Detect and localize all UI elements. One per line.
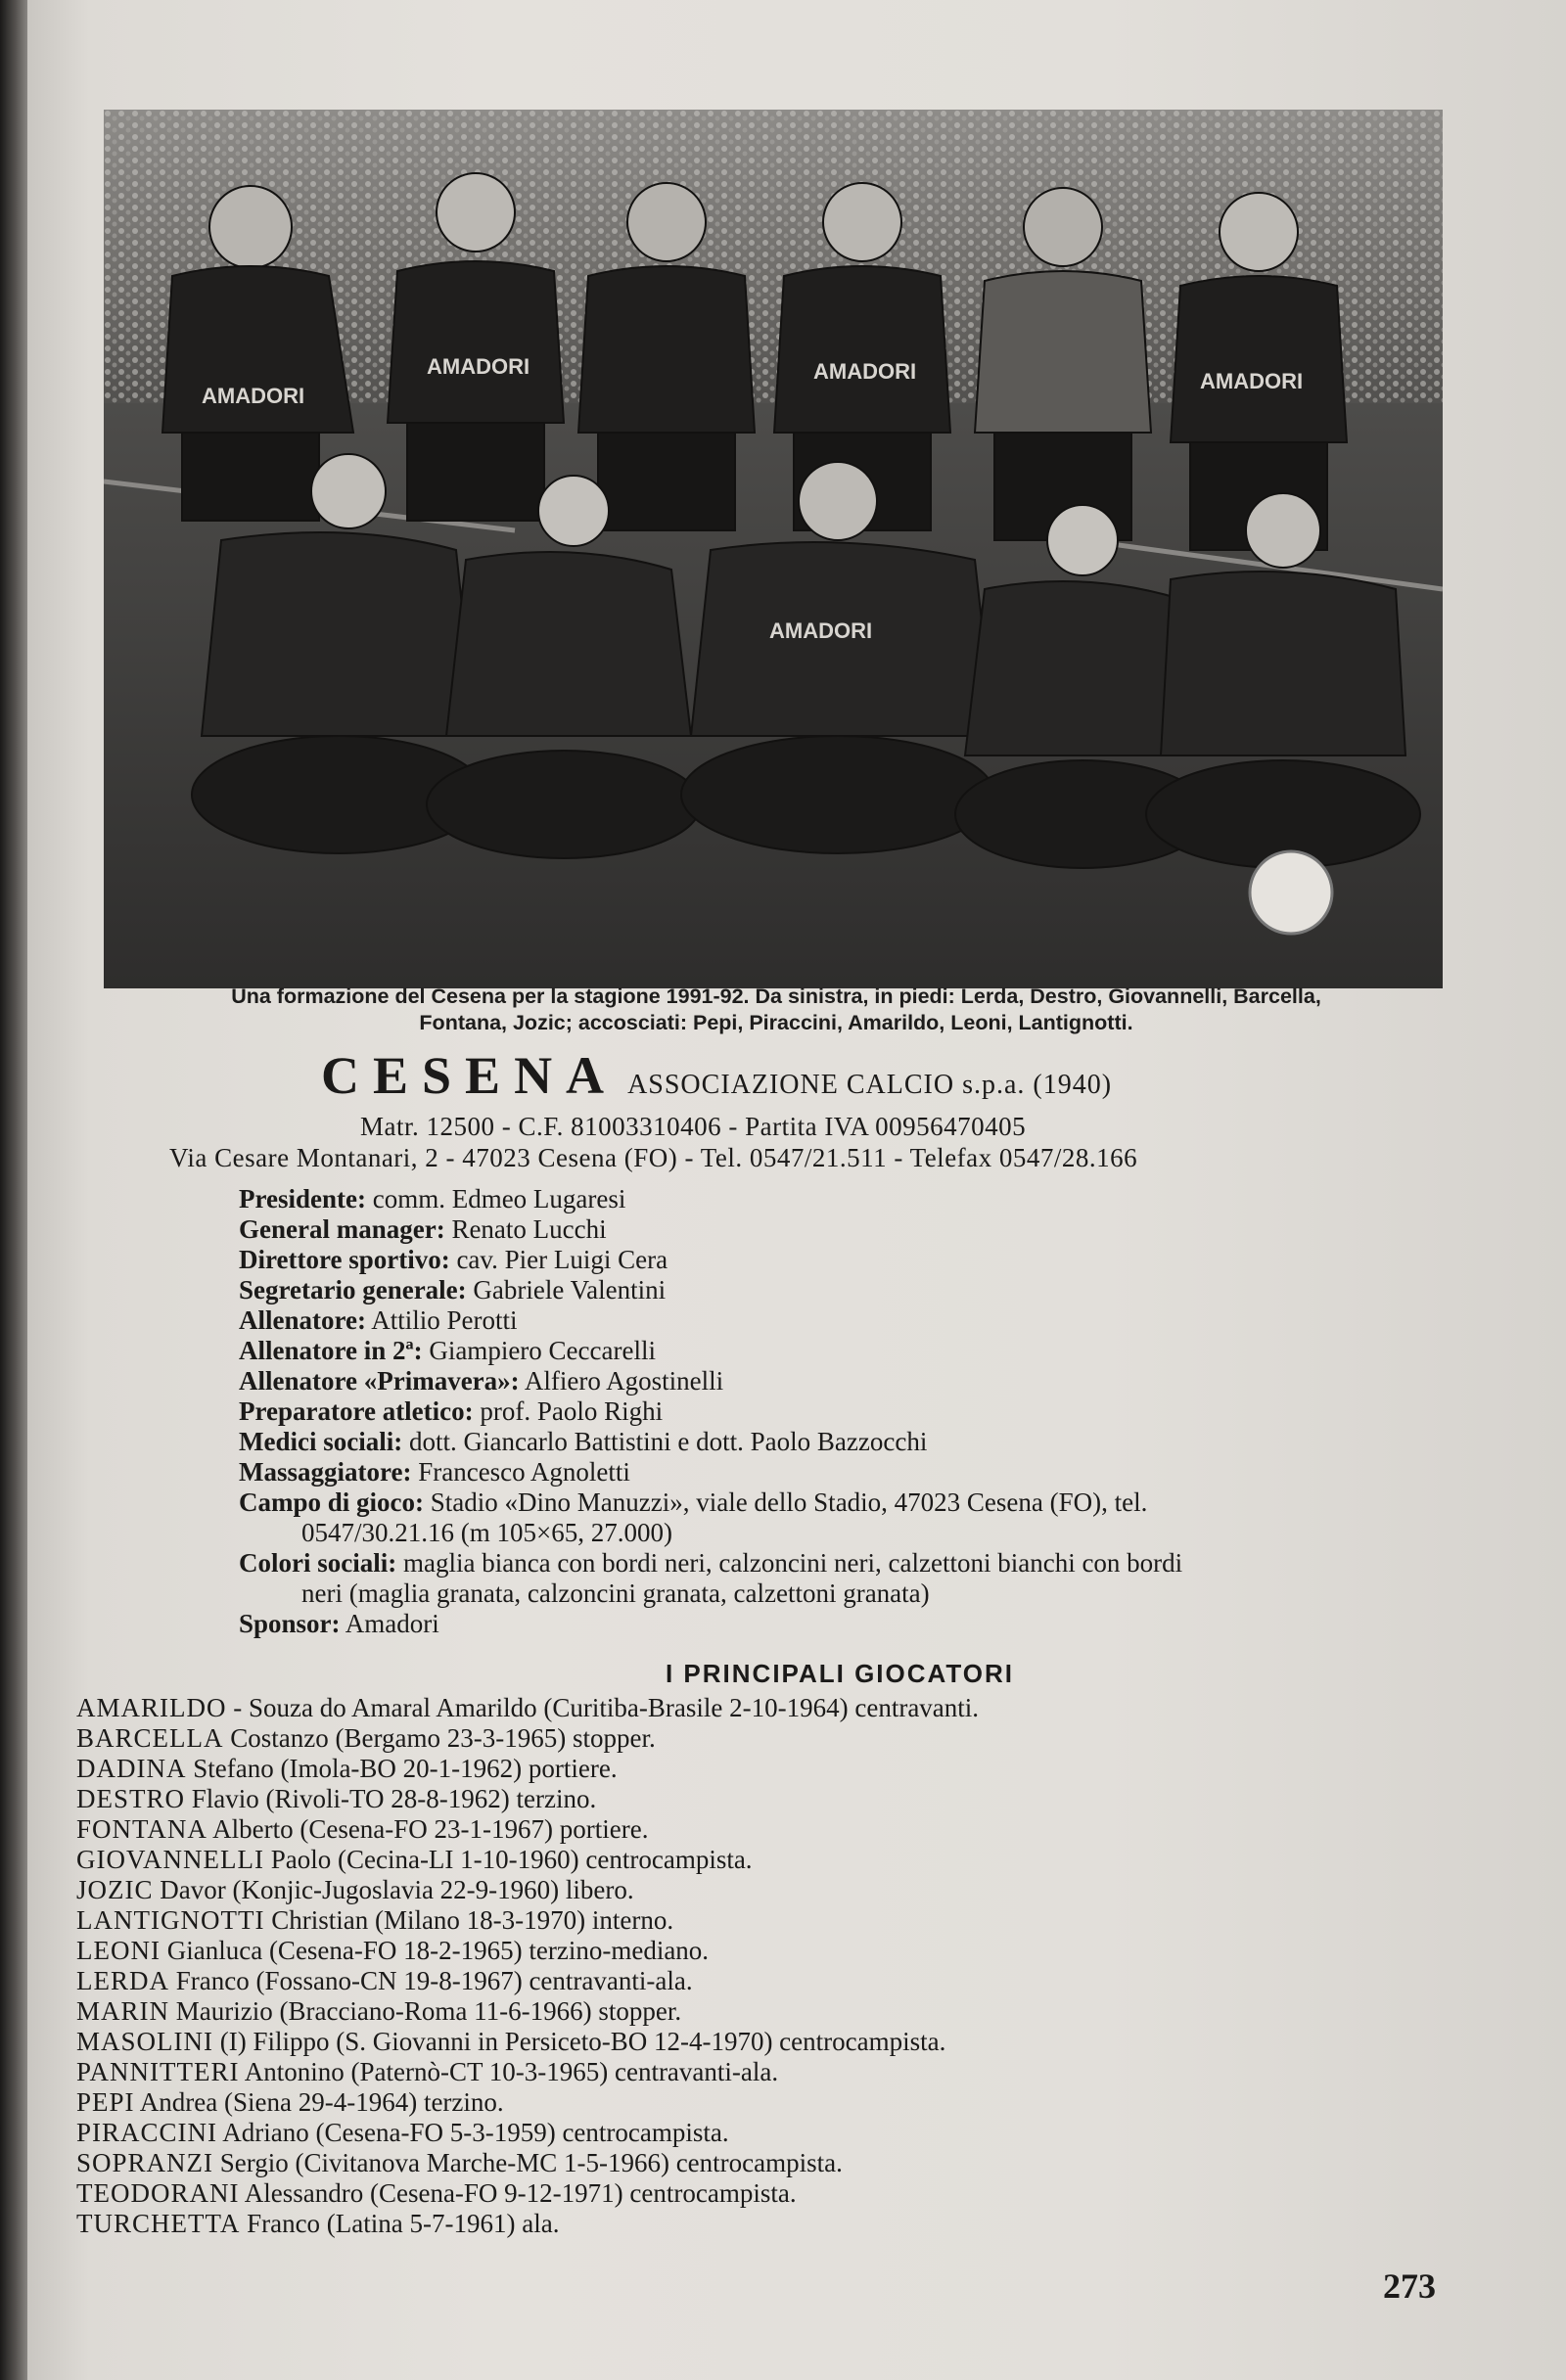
player-surname: MASOLINI — [76, 2027, 213, 2056]
player-details: Christian (Milano 18-3-1970) interno. — [264, 1905, 674, 1935]
list-item — [76, 2087, 1466, 2118]
page-number: 273 — [1383, 2266, 1436, 2306]
player-surname: GIOVANNELLI — [76, 1845, 264, 1874]
player-details: Franco (Latina 5-7-1961) ala. — [240, 2209, 560, 2238]
player-surname: TEODORANI — [76, 2178, 240, 2208]
staff-row — [239, 1488, 1462, 1548]
staff-value: Stadio «Dino Manuzzi», viale dello Stadio, 47023 Cesena (FO), tel. — [430, 1488, 1148, 1517]
player-details: Maurizio (Bracciano-Roma 11-6-1966) stopper. — [169, 1996, 682, 2026]
staff-label: General manager: — [239, 1214, 445, 1244]
player-details: - Souza do Amaral Amarildo (Curitiba-Brasile 2-10-1964) centravanti. — [226, 1693, 980, 1722]
player-surname: PIRACCINI — [76, 2118, 218, 2147]
staff-value: Giampiero Ceccarelli — [429, 1336, 656, 1365]
player-details: Costanzo (Bergamo 23-3-1965) stopper. — [223, 1723, 656, 1753]
player-details: (I) Filippo (S. Giovanni in Persiceto-BO 12-4-1970) centrocampista. — [213, 2027, 946, 2056]
staff-row — [239, 1275, 1462, 1305]
staff-label: Preparatore atletico: — [239, 1396, 474, 1426]
player-details: Stefano (Imola-BO 20-1-1962) portiere. — [186, 1754, 618, 1783]
list-item — [76, 1754, 1466, 1784]
staff-value-continued: neri (maglia granata, calzoncini granata, calzettoni granata) — [301, 1579, 930, 1608]
player-details: Alberto (Cesena-FO 23-1-1967) portiere. — [207, 1814, 649, 1844]
football-icon — [1250, 851, 1332, 934]
list-item — [76, 1996, 1466, 2027]
players-list — [76, 1693, 1466, 2239]
list-item — [76, 2209, 1466, 2239]
player-details: Sergio (Civitanova Marche-MC 1-5-1966) centrocampista. — [213, 2148, 843, 2177]
list-item — [76, 2118, 1466, 2148]
jersey-sponsor-2: AMADORI — [427, 354, 530, 379]
player-surname: PEPI — [76, 2087, 135, 2117]
jersey-sponsor-1: AMADORI — [202, 384, 305, 408]
caption-line-2: Fontana, Jozic; accosciati: Pepi, Piraccini, Amarildo, Leoni, Lantignotti. — [419, 1011, 1133, 1034]
staff-value: Renato Lucchi — [451, 1214, 607, 1244]
staff-label: Direttore sportivo: — [239, 1245, 450, 1274]
jersey-sponsor-3: AMADORI — [813, 359, 917, 384]
staff-row — [239, 1305, 1462, 1336]
list-item — [76, 1845, 1466, 1875]
caption-line-1: Una formazione del Cesena per la stagione 1991-92. Da sinistra, in piedi: Lerda, Destro, Giovannelli, Barcella, — [231, 984, 1321, 1008]
player-surname: TURCHETTA — [76, 2209, 241, 2238]
staff-label: Medici sociali: — [239, 1427, 403, 1456]
list-item — [76, 2148, 1466, 2178]
staff-row — [239, 1366, 1462, 1396]
registration-line: Matr. 12500 - C.F. 81003310406 - Partita IVA 00956470405 — [360, 1112, 1027, 1141]
staff-list — [239, 1184, 1462, 1639]
players-section-title: I PRINCIPALI GIOCATORI — [665, 1659, 1014, 1688]
staff-label: Allenatore «Primavera»: — [239, 1366, 520, 1396]
staff-label: Colori sociali: — [239, 1548, 397, 1578]
player-details: Davor (Konjic-Jugoslavia 22-9-1960) libero. — [153, 1875, 634, 1904]
staff-label: Massaggiatore: — [239, 1457, 412, 1487]
staff-row — [239, 1457, 1462, 1488]
club-name: CESENA — [321, 1046, 619, 1105]
staff-row — [239, 1245, 1462, 1275]
list-item — [76, 1784, 1466, 1814]
staff-value: prof. Paolo Righi — [480, 1396, 664, 1426]
jersey-sponsor-5: AMADORI — [769, 618, 873, 643]
staff-row — [239, 1336, 1462, 1366]
staff-row — [239, 1548, 1462, 1609]
player-details: Andrea (Siena 29-4-1964) terzino. — [134, 2087, 504, 2117]
photo-caption — [96, 984, 1456, 1036]
list-item — [76, 2178, 1466, 2209]
player-surname: LEONI — [76, 1936, 161, 1965]
player-details: Adriano (Cesena-FO 5-3-1959) centrocampista. — [217, 2118, 729, 2147]
player-surname: FONTANA — [76, 1814, 207, 1844]
staff-value: dott. Giancarlo Battistini e dott. Paolo Bazzocchi — [408, 1427, 928, 1456]
list-item — [76, 1936, 1466, 1966]
list-item — [76, 1723, 1466, 1754]
player-surname: DESTRO — [76, 1784, 186, 1813]
list-item — [76, 2027, 1466, 2057]
player-surname: LERDA — [76, 1966, 169, 1995]
player-surname: PANNITTERI — [76, 2057, 240, 2086]
player-details: Alessandro (Cesena-FO 9-12-1971) centrocampista. — [239, 2178, 797, 2208]
list-item — [76, 1905, 1466, 1936]
player-surname: JOZIC — [76, 1875, 154, 1904]
staff-label: Presidente: — [239, 1184, 366, 1213]
list-item — [76, 1693, 1466, 1723]
staff-label: Allenatore: — [239, 1305, 366, 1335]
player-surname: MARIN — [76, 1996, 170, 2026]
staff-label: Sponsor: — [239, 1609, 341, 1638]
staff-value-continued: 0547/30.21.16 (m 105×65, 27.000) — [301, 1518, 672, 1547]
staff-row — [239, 1214, 1462, 1245]
player-surname: BARCELLA — [76, 1723, 224, 1753]
player-details: Gianluca (Cesena-FO 18-2-1965) terzino-mediano. — [160, 1936, 710, 1965]
address-line: Via Cesare Montanari, 2 - 47023 Cesena (FO) - Tel. 0547/21.511 - Telefax 0547/28.166 — [169, 1143, 1138, 1172]
staff-label: Allenatore in 2ª: — [239, 1336, 423, 1365]
staff-value: Amadori — [345, 1609, 439, 1638]
staff-row — [239, 1396, 1462, 1427]
staff-label: Segretario generale: — [239, 1275, 467, 1304]
staff-value: Attilio Perotti — [371, 1305, 518, 1335]
player-details: Flavio (Rivoli-TO 28-8-1962) terzino. — [185, 1784, 597, 1813]
list-item — [76, 1875, 1466, 1905]
staff-row — [239, 1427, 1462, 1457]
staff-value: Francesco Agnoletti — [418, 1457, 630, 1487]
staff-value: comm. Edmeo Lugaresi — [372, 1184, 626, 1213]
club-full-name: ASSOCIAZIONE CALCIO s.p.a. (1940) — [627, 1070, 1113, 1100]
player-surname: AMARILDO — [76, 1693, 227, 1722]
player-surname: SOPRANZI — [76, 2148, 214, 2177]
staff-row — [239, 1184, 1462, 1214]
player-details: Antonino (Paternò-CT 10-3-1965) centravanti-ala. — [239, 2057, 779, 2086]
team-photo-illustration — [104, 110, 1443, 988]
staff-value: cav. Pier Luigi Cera — [456, 1245, 668, 1274]
staff-row — [239, 1609, 1462, 1639]
list-item — [76, 2057, 1466, 2087]
club-heading — [321, 1045, 1112, 1106]
player-surname: DADINA — [76, 1754, 187, 1783]
list-item — [76, 1814, 1466, 1845]
staff-value: Alfiero Agostinelli — [524, 1366, 724, 1396]
player-surname: LANTIGNOTTI — [76, 1905, 265, 1935]
staff-value: Gabriele Valentini — [473, 1275, 667, 1304]
list-item — [76, 1966, 1466, 1996]
book-page — [27, 0, 1566, 2380]
staff-label: Campo di gioco: — [239, 1488, 424, 1517]
player-details: Paolo (Cecina-LI 1-10-1960) centrocampista. — [263, 1845, 753, 1874]
player-details: Franco (Fossano-CN 19-8-1967) centravanti-ala. — [169, 1966, 693, 1995]
jersey-sponsor-4: AMADORI — [1200, 369, 1304, 393]
staff-value: maglia bianca con bordi neri, calzoncini neri, calzettoni bianchi con bordi — [402, 1548, 1183, 1578]
team-photo — [104, 110, 1443, 988]
